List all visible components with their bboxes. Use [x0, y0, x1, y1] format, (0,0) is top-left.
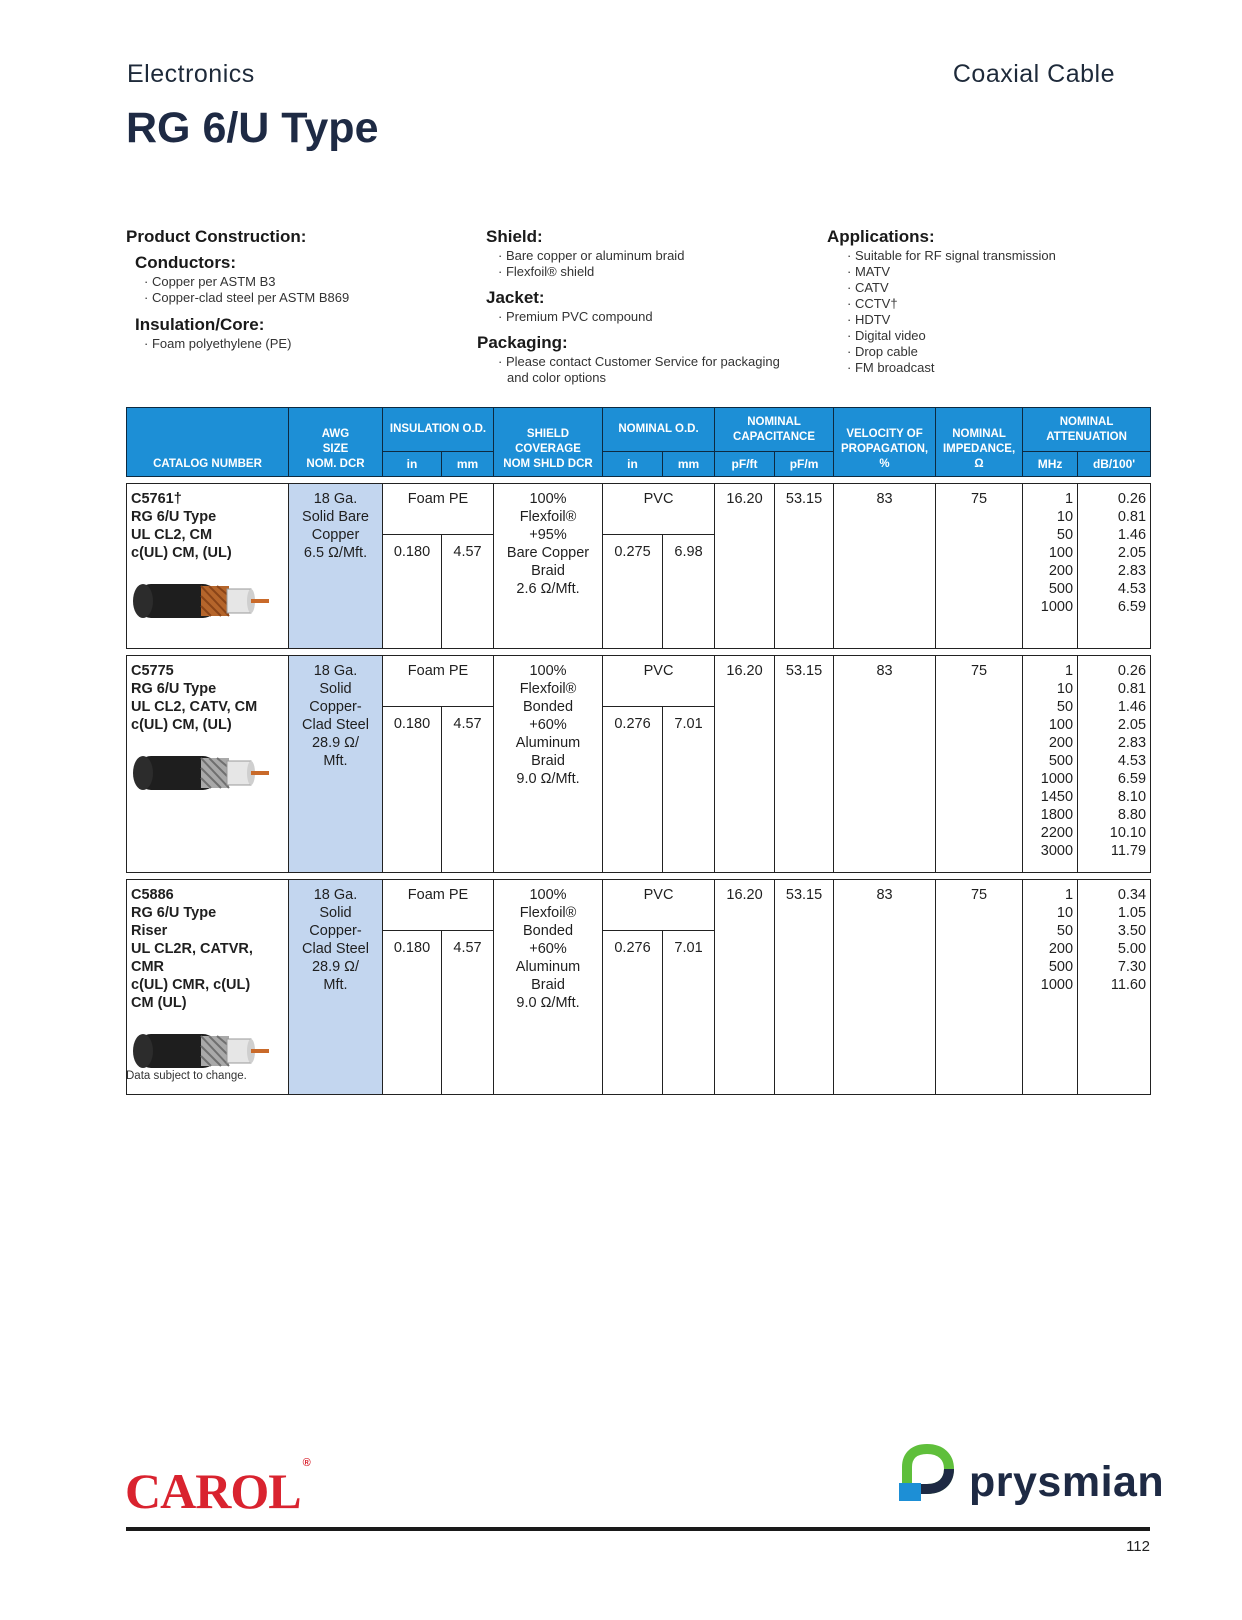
data-note: Data subject to change.	[126, 1070, 247, 1082]
shield-line: +60%	[529, 941, 567, 957]
nominal-od-mm-cell: 7.01	[663, 707, 715, 873]
cable-cutaway-icon	[131, 748, 273, 796]
header-capacitance: NOMINAL CAPACITANCE	[715, 408, 834, 452]
frequency-value: 200	[1048, 735, 1074, 751]
impedance-cell: 75	[936, 880, 1023, 1095]
attenuation-value: 0.26	[1117, 491, 1147, 507]
insulation-od-in-cell: 0.180	[383, 535, 442, 649]
frequency-value: 10	[1056, 681, 1074, 697]
capacitance-pf-ft-cell: 16.20	[715, 484, 775, 649]
shield-line: Flexfoil®	[519, 681, 577, 697]
frequency-value: 50	[1056, 527, 1074, 543]
subheader-pf-m: pF/m	[775, 452, 834, 477]
attenuation-value: 11.79	[1110, 843, 1147, 859]
catalog-cell	[127, 656, 289, 873]
shield-cell	[494, 880, 603, 1095]
shield-cell	[494, 484, 603, 649]
applications-heading: Applications:	[827, 227, 935, 246]
subheader-ins-mm: mm	[442, 452, 494, 477]
page-number: 112	[1126, 1538, 1150, 1555]
row-spacer-cell	[127, 873, 1151, 880]
cable-cutaway-icon	[131, 576, 273, 624]
nominal-od-mm-cell: 7.01	[663, 931, 715, 1095]
insulation-item: · Foam polyethylene (PE)	[144, 336, 349, 352]
header-awg-line: AWG	[321, 428, 350, 440]
catalog-line: UL CL2R, CATVR,	[131, 941, 253, 957]
header-shield-line: SHIELD	[526, 428, 570, 440]
prysmian-mark-icon	[893, 1443, 959, 1507]
frequency-value: 1800	[1040, 807, 1074, 823]
attenuation-value: 11.60	[1110, 977, 1147, 993]
header-shield-line: NOM SHLD DCR	[503, 458, 593, 470]
frequency-value: 1	[1064, 887, 1074, 903]
frequency-cell	[1023, 484, 1078, 649]
catalog-line: c(UL) CM, (UL)	[131, 717, 232, 733]
attenuation-value: 2.05	[1117, 545, 1147, 561]
catalog-line: UL CL2, CM	[131, 527, 213, 543]
header-shield-coverage	[494, 408, 603, 477]
attenuation-value: 6.59	[1117, 599, 1147, 615]
shield-heading: Shield:	[486, 227, 543, 246]
header-awg	[289, 408, 383, 477]
frequency-value: 50	[1056, 699, 1074, 715]
shield-column	[477, 226, 780, 386]
application-item: · CATV	[847, 280, 1056, 296]
header-impedance-line: IMPEDANCE,	[942, 443, 1016, 455]
shield-line: Bare Copper	[506, 545, 590, 561]
application-item: · MATV	[847, 264, 1056, 280]
application-item: · CCTV†	[847, 296, 1056, 312]
shield-item: · Flexfoil® shield	[498, 264, 780, 280]
packaging-item-cont: and color options	[507, 370, 607, 385]
frequency-value: 1	[1064, 491, 1074, 507]
shield-line: Flexfoil®	[519, 905, 577, 921]
frequency-value: 200	[1048, 941, 1074, 957]
shield-line: Bonded	[523, 923, 574, 939]
catalog-line: RG 6/U Type	[131, 509, 217, 525]
registered-mark: ®	[302, 1457, 310, 1470]
nominal-od-in-cell: 0.276	[603, 707, 663, 873]
impedance-cell: 75	[936, 656, 1023, 873]
attenuation-value: 2.05	[1117, 717, 1147, 733]
jacket-cell: PVC	[603, 656, 715, 707]
attenuation-value: 5.00	[1117, 941, 1147, 957]
frequency-value: 10	[1056, 509, 1074, 525]
awg-line: 18 Ga.	[313, 887, 358, 903]
row-spacer	[127, 649, 1151, 656]
attenuation-cell	[1078, 880, 1151, 1095]
attenuation-value: 1.46	[1117, 527, 1147, 543]
table-row	[127, 484, 1151, 535]
awg-line: 28.9 Ω/	[311, 959, 360, 975]
frequency-value: 50	[1056, 923, 1074, 939]
attenuation-value: 6.59	[1117, 771, 1147, 787]
section-label: Electronics	[127, 60, 255, 88]
shield-line: Braid	[531, 977, 565, 993]
shield-line: Braid	[531, 753, 565, 769]
applications-column	[827, 226, 1056, 376]
application-item: · HDTV	[847, 312, 1056, 328]
frequency-value: 10	[1056, 905, 1074, 921]
impedance-cell: 75	[936, 484, 1023, 649]
awg-line: Copper	[311, 527, 360, 543]
header-insulation-od: INSULATION O.D.	[383, 408, 494, 452]
capacitance-pf-m-cell: 53.15	[775, 880, 834, 1095]
awg-cell	[289, 656, 383, 873]
application-item: · FM broadcast	[847, 360, 1056, 376]
footer-rule	[126, 1527, 1150, 1531]
insulation-cell: Foam PE	[383, 484, 494, 535]
shield-line: 2.6 Ω/Mft.	[516, 581, 580, 597]
application-item: · Digital video	[847, 328, 1056, 344]
shield-line: 9.0 Ω/Mft.	[516, 771, 580, 787]
attenuation-value: 8.10	[1117, 789, 1147, 805]
cable-cutaway-icon	[131, 1026, 273, 1074]
attenuation-value: 0.26	[1117, 663, 1147, 679]
attenuation-value: 3.50	[1117, 923, 1147, 939]
jacket-heading: Jacket:	[486, 288, 545, 307]
catalog-line: CM (UL)	[131, 995, 187, 1011]
awg-cell	[289, 880, 383, 1095]
shield-item: · Bare copper or aluminum braid	[498, 248, 780, 264]
frequency-value: 2200	[1040, 825, 1074, 841]
attenuation-value: 0.81	[1117, 509, 1147, 525]
header-shield-line: COVERAGE	[515, 443, 581, 455]
application-item: · Drop cable	[847, 344, 1056, 360]
attenuation-value: 4.53	[1117, 581, 1147, 597]
nominal-od-in-cell: 0.275	[603, 535, 663, 649]
insulation-heading: Insulation/Core:	[135, 315, 265, 334]
shield-line: 100%	[529, 663, 567, 679]
construction-column	[126, 226, 349, 352]
subheader-od-in: in	[603, 452, 663, 477]
catalog-cell	[127, 880, 289, 1095]
carol-logo-text: CAROL	[125, 1463, 301, 1519]
catalog-line: RG 6/U Type	[131, 905, 217, 921]
catalog-line: RG 6/U Type	[131, 681, 217, 697]
frequency-cell	[1023, 880, 1078, 1095]
table-row	[127, 656, 1151, 707]
header-impedance-line: NOMINAL	[952, 428, 1006, 440]
awg-cell	[289, 484, 383, 649]
frequency-value: 500	[1048, 581, 1074, 597]
applications-list	[847, 248, 1056, 376]
shield-line: Bonded	[523, 699, 574, 715]
catalog-line: C5886	[131, 887, 174, 903]
subheader-pf-ft: pF/ft	[715, 452, 775, 477]
header-velocity-line: %	[879, 458, 890, 470]
subheader-db: dB/100'	[1078, 452, 1151, 477]
shield-line: Aluminum	[515, 959, 581, 975]
frequency-cell	[1023, 656, 1078, 873]
header-catalog-text: CATALOG NUMBER	[153, 458, 262, 470]
header-attenuation: NOMINAL ATTENUATION	[1023, 408, 1151, 452]
frequency-value: 100	[1048, 717, 1074, 733]
awg-line: 18 Ga.	[313, 663, 358, 679]
attenuation-value: 2.83	[1117, 735, 1147, 751]
category-label: Coaxial Cable	[952, 60, 1115, 88]
row-spacer	[127, 477, 1151, 484]
awg-line: Mft.	[323, 977, 348, 993]
conductors-heading: Conductors:	[135, 253, 237, 272]
attenuation-value: 0.81	[1117, 681, 1147, 697]
nominal-od-mm-cell: 6.98	[663, 535, 715, 649]
frequency-value: 200	[1048, 563, 1074, 579]
packaging-heading: Packaging:	[477, 333, 568, 352]
attenuation-value: 0.34	[1117, 887, 1147, 903]
catalog-line: C5761†	[131, 491, 182, 507]
header-velocity-line: PROPAGATION,	[840, 443, 929, 455]
header-awg-line: NOM. DCR	[306, 458, 365, 470]
shield-line: +60%	[529, 717, 567, 733]
spec-table	[126, 407, 1151, 1095]
velocity-cell: 83	[834, 484, 936, 649]
awg-line: 18 Ga.	[313, 491, 358, 507]
catalog-line: C5775	[131, 663, 174, 679]
capacitance-pf-m-cell: 53.15	[775, 484, 834, 649]
packaging-item: · Please contact Customer Service for packaging	[498, 354, 780, 370]
insulation-od-mm-cell: 4.57	[442, 707, 494, 873]
catalog-cell	[127, 484, 289, 649]
header-impedance	[936, 408, 1023, 477]
attenuation-value: 7.30	[1117, 959, 1147, 975]
shield-line: Flexfoil®	[519, 509, 577, 525]
carol-logo	[125, 1457, 310, 1520]
attenuation-value: 1.05	[1117, 905, 1147, 921]
frequency-value: 100	[1048, 545, 1074, 561]
awg-line: Copper-	[309, 923, 362, 939]
awg-line: Clad Steel	[302, 941, 369, 957]
header-awg-line: SIZE	[322, 443, 349, 455]
attenuation-cell	[1078, 656, 1151, 873]
catalog-line: c(UL) CMR, c(UL)	[131, 977, 251, 993]
insulation-od-in-cell: 0.180	[383, 931, 442, 1095]
awg-line: Copper-	[309, 699, 362, 715]
frequency-value: 1000	[1040, 599, 1074, 615]
insulation-cell: Foam PE	[383, 656, 494, 707]
subheader-ins-in: in	[383, 452, 442, 477]
awg-line: Mft.	[323, 753, 348, 769]
header-velocity-line: VELOCITY OF	[846, 428, 923, 440]
catalog-line: UL CL2, CATV, CM	[131, 699, 258, 715]
header-impedance-line: Ω	[974, 458, 984, 470]
attenuation-cell	[1078, 484, 1151, 649]
velocity-cell: 83	[834, 880, 936, 1095]
awg-line: Clad Steel	[302, 717, 369, 733]
shield-cell	[494, 656, 603, 873]
application-item: · Suitable for RF signal transmission	[847, 248, 1056, 264]
insulation-od-mm-cell: 4.57	[442, 535, 494, 649]
attenuation-value: 4.53	[1117, 753, 1147, 769]
frequency-value: 500	[1048, 753, 1074, 769]
shield-line: Braid	[531, 563, 565, 579]
catalog-line: c(UL) CM, (UL)	[131, 545, 232, 561]
awg-line: 6.5 Ω/Mft.	[303, 545, 368, 561]
row-spacer	[127, 873, 1151, 880]
capacitance-pf-m-cell: 53.15	[775, 656, 834, 873]
table-row	[127, 880, 1151, 931]
insulation-od-in-cell: 0.180	[383, 707, 442, 873]
awg-line: Solid	[319, 681, 352, 697]
header-catalog	[127, 408, 289, 477]
construction-heading: Product Construction:	[126, 227, 307, 246]
subheader-od-mm: mm	[663, 452, 715, 477]
prysmian-logo-text: prysmian	[969, 1458, 1165, 1506]
frequency-value: 1000	[1040, 977, 1074, 993]
conductor-item: · Copper per ASTM B3	[144, 274, 349, 290]
shield-line: 100%	[529, 491, 567, 507]
subheader-mhz: MHz	[1023, 452, 1078, 477]
shield-line: 9.0 Ω/Mft.	[516, 995, 580, 1011]
shield-line: Aluminum	[515, 735, 581, 751]
shield-line: +95%	[529, 527, 567, 543]
frequency-value: 1000	[1040, 771, 1074, 787]
catalog-line: CMR	[131, 959, 165, 975]
frequency-value: 1	[1064, 663, 1074, 679]
frequency-value: 500	[1048, 959, 1074, 975]
capacitance-pf-ft-cell: 16.20	[715, 880, 775, 1095]
jacket-cell: PVC	[603, 484, 715, 535]
page-title: RG 6/U Type	[126, 104, 379, 152]
row-spacer-cell	[127, 649, 1151, 656]
header-velocity	[834, 408, 936, 477]
attenuation-value: 8.80	[1117, 807, 1147, 823]
capacitance-pf-ft-cell: 16.20	[715, 656, 775, 873]
jacket-item: · Premium PVC compound	[498, 309, 780, 325]
attenuation-value: 2.83	[1117, 563, 1147, 579]
row-spacer-cell	[127, 477, 1151, 484]
awg-line: Solid	[319, 905, 352, 921]
awg-line: 28.9 Ω/	[311, 735, 360, 751]
nominal-od-in-cell: 0.276	[603, 931, 663, 1095]
awg-line: Solid Bare	[302, 509, 369, 525]
frequency-value: 1450	[1040, 789, 1074, 805]
velocity-cell: 83	[834, 656, 936, 873]
catalog-line: Riser	[131, 923, 168, 939]
header-nominal-od: NOMINAL O.D.	[603, 408, 715, 452]
insulation-cell: Foam PE	[383, 880, 494, 931]
shield-line: 100%	[529, 887, 567, 903]
spec-table-body	[127, 477, 1151, 1095]
frequency-value: 3000	[1040, 843, 1074, 859]
jacket-cell: PVC	[603, 880, 715, 931]
conductor-item: · Copper-clad steel per ASTM B869	[144, 290, 349, 306]
attenuation-value: 1.46	[1117, 699, 1147, 715]
insulation-od-mm-cell: 4.57	[442, 931, 494, 1095]
attenuation-value: 10.10	[1109, 825, 1147, 841]
